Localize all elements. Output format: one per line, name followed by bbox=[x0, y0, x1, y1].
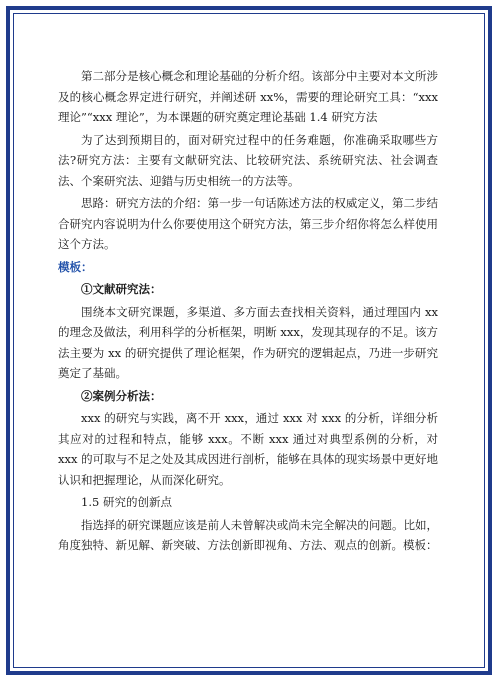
subheading-case-analysis: ②案例分析法： bbox=[81, 388, 162, 403]
paragraph-literature-method: 围绕本文研究课题，多渠道、多方面去查找相关资料，通过理国内 xx 的理念及做法，利用科学的分析框架，明断 xxx，发现其现存的不足。该方法主要为 xx 的研究提供了理论框架，作为研究的逻辑起点，乃进一步研究奠定了基础。 bbox=[58, 304, 438, 380]
paragraph-core-concepts: 第二部分是核心概念和理论基础的分析介绍。该部分中主要对本文所涉及的核心概念界定进行研究，并阐述研 xx%，需要的理论研究工具：“xxx 理论”“xxx 理论”，为本课题的研究奠定理论基础 1.4 研究方法 bbox=[58, 69, 438, 124]
template-label: 模板： bbox=[58, 259, 93, 274]
section-title-innovation: 1.5 研究的创新点 bbox=[81, 495, 172, 509]
paragraph-case-analysis: xxx 的研究与实践，离不开 xxx，通过 xxx 对 xxx 的分析，详细分析其应对的过程和特点，能够 xxx。不断 xxx 通过对典型系例的分析，对 xxx 的可取与不足之处及其成因进行剖析，能够在具体的现实场景中更好地认识和把握理论，从而深化研究。 bbox=[58, 411, 438, 487]
paragraph-innovation: 指选择的研究课题应该是前人未曾解决或尚未完全解决的问题。比如，角度独特、新见解、新突破、方法创新即视角、方法、观点的创新。模板： bbox=[58, 517, 438, 552]
paragraph-research-methods: 为了达到预期目的，面对研究过程中的任务难题，你准确采取哪些方法?研究方法：主要有文献研究法、比较研究法、系统研究法、社会调查法、个案研究法、迎錯与历史相统一的方法等。 bbox=[58, 132, 438, 188]
subheading-literature-method: ①文献研究法： bbox=[81, 282, 162, 296]
document-body bbox=[58, 66, 438, 558]
paragraph-approach: 思路：研究方法的介绍：第一步一句话陈述方法的权威定义，第二步结合研究内容说明为什么你要使用这个研究方法，第三步介绍你将怎么样使用这个方法。 bbox=[58, 196, 438, 251]
